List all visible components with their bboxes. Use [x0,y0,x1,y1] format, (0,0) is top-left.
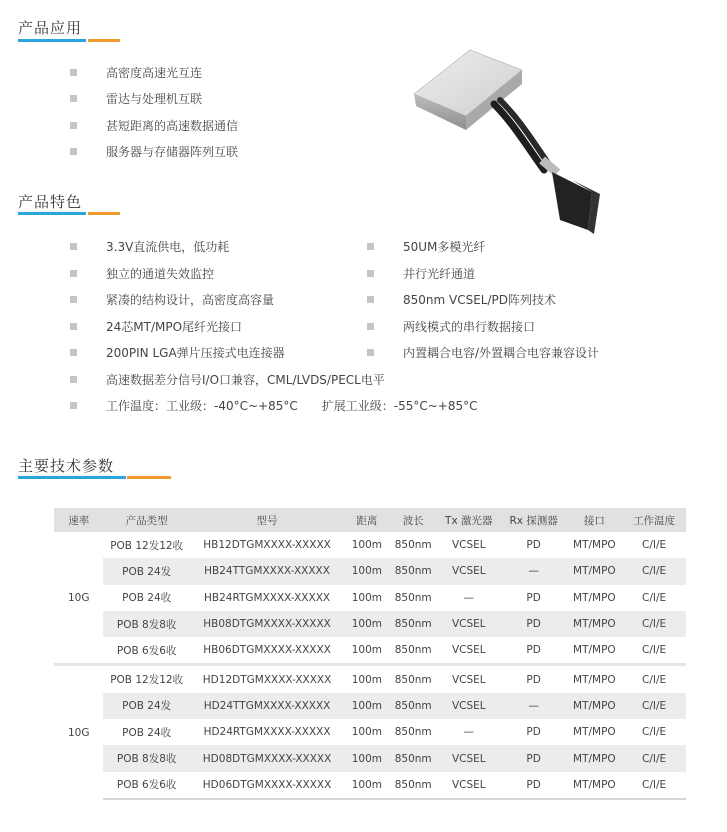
column-header: 型号 [190,508,344,532]
table-cell: C/I/E [622,611,686,637]
list-bullet [367,296,374,303]
table-cell: C/I/E [622,558,686,584]
table-cell: PD [526,539,541,552]
table-cell: C/I/E [642,539,667,552]
list-item-text: 850nm VCSEL/PD阵列技术 [403,293,557,307]
table-cell: POB 6发6收 [103,772,189,799]
table-cell: — [463,591,475,604]
list-item-text: 3.3V直流供电，低功耗 [106,240,230,254]
table-cell: — [501,558,567,584]
table-cell: HD12DTGMXXXX-XXXXX [190,665,344,693]
table-cell: HB12DTGMXXXX-XXXXX [203,539,331,552]
table-cell: VCSEL [451,644,486,657]
list-bullet [367,349,374,356]
column-header: 产品类型 [103,508,189,532]
table-cell: PD [526,726,541,739]
rate-cell: 10G [54,532,103,665]
table-cell: 100m [344,772,389,799]
table-cell: — [501,693,567,719]
table-cell: 100m [351,726,383,739]
table-cell: C/I/E [642,591,667,604]
list-bullet [70,349,77,356]
column-header: 接口 [567,508,623,532]
table-cell: VCSEL [437,693,501,719]
table-cell: HB08DTGMXXXX-XXXXX [190,611,344,637]
list-bullet [70,122,77,129]
table-cell: 850nm [390,745,437,771]
table-cell: MT/MPO [567,745,623,771]
table-cell: MT/MPO [567,693,623,719]
list-bullet [70,376,77,383]
column-header: 波长 [390,508,437,532]
table-cell: 100m [344,611,389,637]
table-cell: MT/MPO [573,726,616,739]
table-cell: 100m [344,693,389,719]
table-cell: 100m [344,665,389,693]
list-bullet [70,95,77,102]
table-cell: VCSEL [437,558,501,584]
table-cell: — [463,726,475,739]
table-cell: MT/MPO [573,539,616,552]
table-row [54,532,686,558]
table-cell: PD [526,644,541,657]
list-bullet [367,243,374,250]
column-header: Rx 探测器 [501,508,567,532]
table-cell: HB24TTGMXXXX-XXXXX [190,558,344,584]
table-cell: 100m [351,539,383,552]
list-item-text: 24芯MT/MPO尾纤光接口 [106,319,243,334]
table-cell: PD [526,591,541,604]
spec-table-header [54,508,686,532]
list-item-text: 50UM多模光纤 [403,240,486,254]
list-item-text: 服务器与存储器阵列互联 [106,144,239,159]
table-cell: HB06DTGMXXXX-XXXXX [203,644,331,657]
table-cell: 850nm [394,726,432,739]
list-item-text: 甚短距离的高速数据通信 [106,118,239,133]
table-cell: POB 24发 [103,558,189,584]
table-cell: VCSEL [437,611,501,637]
table-cell: POB 8发8收 [103,611,189,637]
table-cell: C/I/E [622,772,686,799]
table-cell: MT/MPO [567,611,623,637]
table-row [54,693,686,719]
list-item-text: 200PIN LGA弹片压接式电连接器 [106,346,285,360]
title-underline-orange [127,476,171,479]
table-cell: POB 24收 [122,592,172,605]
table-cell: C/I/E [622,665,686,693]
list-bullet [70,148,77,155]
table-cell: MT/MPO [567,558,623,584]
table-cell: 850nm [390,693,437,719]
table-cell: C/I/E [622,745,686,771]
table-row [54,637,686,665]
table-cell: POB 24发 [103,693,189,719]
list-item-text: 工作温度：工业级：-40°C~+85°C 扩展工业级：-55°C~+85°C [106,399,478,413]
list-bullet [70,69,77,76]
spec-table [54,508,686,800]
table-cell: 100m [344,745,389,771]
list-item-text: 高密度高速光互连 [106,66,203,80]
list-item-text: 内置耦合电容/外置耦合电容兼容设计 [403,346,600,360]
table-cell: 850nm [390,772,437,799]
list-bullet [70,243,77,250]
table-cell: PD [501,772,567,799]
table-row [54,585,686,611]
table-cell: MT/MPO [567,665,623,693]
table-cell: 850nm [390,611,437,637]
table-cell: POB 12发12收 [110,539,184,552]
title-underline-blue [18,212,86,215]
product-image [412,42,702,242]
table-cell: MT/MPO [567,772,623,799]
table-cell: C/I/E [642,726,667,739]
table-cell: POB 24收 [122,726,172,739]
table-cell: 850nm [394,591,432,604]
table-cell: HB24RTGMXXXX-XXXXX [204,591,331,604]
list-bullet [70,296,77,303]
table-cell: VCSEL [437,745,501,771]
column-header: 工作温度 [622,508,686,532]
table-cell: 100m [351,644,383,657]
table-row [54,665,686,693]
table-cell: POB 12发12收 [103,665,189,693]
list-bullet [367,270,374,277]
list-bullet [70,270,77,277]
list-bullet [70,323,77,330]
title-underline-blue [18,476,126,479]
list-item-text: 雷达与处理机互联 [106,92,203,107]
table-cell: C/I/E [642,644,667,657]
table-cell: VCSEL [451,539,486,552]
title-underline-blue [18,39,86,42]
section-title-applications: 产品应用 [18,19,83,37]
table-cell: VCSEL [437,665,501,693]
table-row [54,772,686,799]
table-cell: VCSEL [437,772,501,799]
section-title-features: 产品特色 [18,193,83,211]
table-cell: 100m [351,591,383,604]
list-bullet [70,402,77,409]
list-item-text: 两线模式的串行数据接口 [403,319,536,334]
section-title-specs: 主要技术参数 [18,457,115,475]
table-cell: 850nm [390,665,437,693]
spec-table-body [54,532,686,799]
column-header: 距离 [344,508,389,532]
table-row [54,745,686,771]
list-item-text: 并行光纤通道 [403,266,476,281]
table-cell: MT/MPO [573,644,616,657]
column-header: Tx 激光器 [437,508,501,532]
rate-cell: 10G [54,665,103,799]
list-item-text: 高速数据差分信号I/O口兼容，CML/LVDS/PECL电平 [106,372,385,387]
list-item-text: 紧凑的结构设计，高密度高容量 [106,293,275,307]
table-cell: C/I/E [622,693,686,719]
table-cell: POB 6发6收 [116,644,177,657]
title-underline-orange [88,39,120,42]
table-row [54,558,686,584]
table-cell: HD24TTGMXXXX-XXXXX [190,693,344,719]
table-cell: PD [501,665,567,693]
list-item-text: 独立的通道失效监控 [106,266,215,281]
table-cell: PD [501,745,567,771]
table-row [54,611,686,637]
title-underline-orange [88,212,120,215]
table-row [54,719,686,745]
table-cell: HD24RTGMXXXX-XXXXX [203,726,331,739]
table-cell: MT/MPO [573,591,616,604]
column-header: 速率 [54,508,103,532]
table-cell: 850nm [394,539,432,552]
table-cell: 100m [344,558,389,584]
table-cell: POB 8发8收 [103,745,189,771]
table-cell: 850nm [390,558,437,584]
table-cell: PD [501,611,567,637]
table-cell: 850nm [394,644,432,657]
table-cell: HD06DTGMXXXX-XXXXX [190,772,344,799]
table-cell: HD08DTGMXXXX-XXXXX [190,745,344,771]
list-bullet [367,323,374,330]
